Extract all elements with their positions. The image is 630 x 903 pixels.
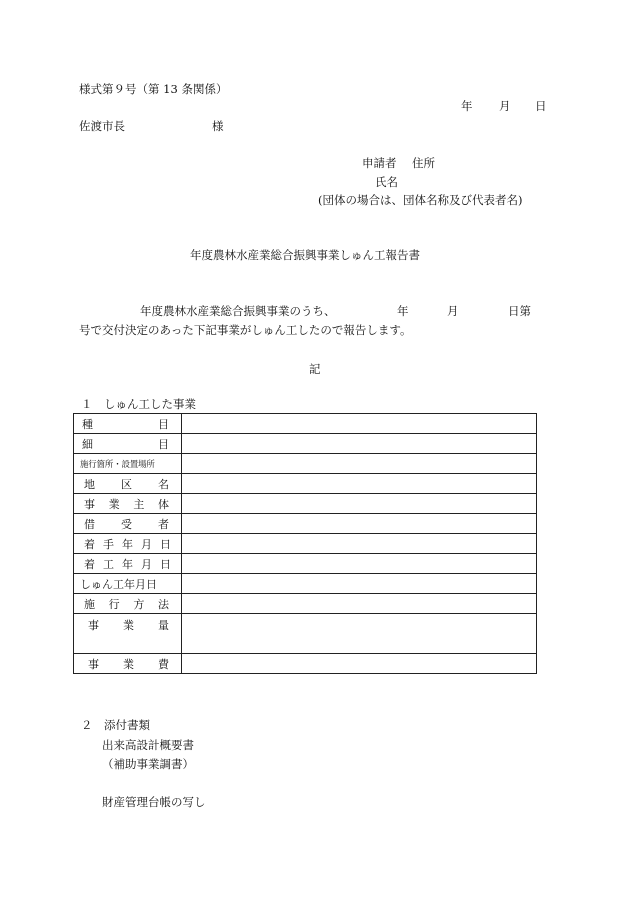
row-value-district[interactable] [182,474,537,494]
name-label: 氏名 [375,175,398,189]
project-table [73,413,537,674]
section1-heading: １ しゅん工した事業 [81,397,196,411]
table-row [74,574,537,594]
row-value-construction-date[interactable] [182,554,537,574]
table-row [74,614,537,654]
row-label-district: 地 区 名 [74,474,182,494]
attachment-item-1-note: （補助事業調書） [102,757,194,771]
row-label-saimoku: 細 目 [74,434,182,454]
section2-heading: ２ 添付書類 [81,718,150,732]
row-value-completion-date[interactable] [182,574,537,594]
table-row [74,514,537,534]
row-label-method: 施 行 方 法 [74,594,182,614]
row-value-location[interactable] [182,454,537,474]
table-row [74,414,537,434]
table-row [74,654,537,674]
row-value-cost[interactable] [182,654,537,674]
date-year-label: 年 [461,99,473,113]
row-value-method[interactable] [182,594,537,614]
row-value-saimoku[interactable] [182,434,537,454]
body-day-label: 日第 [508,304,531,318]
row-value-operator[interactable] [182,494,537,514]
applicant-label: 申請者 [362,156,397,170]
row-label-location: 施行箇所・設置場所 [74,454,182,474]
address-label: 住所 [412,156,435,170]
row-value-shumoku[interactable] [182,414,537,434]
row-label-operator: 事 業 主 体 [74,494,182,514]
row-value-start-date[interactable] [182,534,537,554]
table-row [74,454,537,474]
row-label-shumoku: 種 目 [74,414,182,434]
table-row [74,554,537,574]
addressee: 佐渡市長 [79,119,125,133]
row-label-completion-date: しゅん工年月日 [74,574,182,594]
ki-marker: 記 [309,362,321,376]
table-row [74,494,537,514]
table-row [74,534,537,554]
form-number: 様式第９号（第 13 条関係） [79,82,228,96]
row-label-construction-date: 着 工 年 月 日 [74,554,182,574]
body-line2-text: 号で交付決定のあった下記事業がしゅん工したので報告します。 [79,323,412,337]
table-row [74,594,537,614]
attachment-item-2: 財産管理台帳の写し [102,795,206,809]
row-label-cost: 事 業 費 [74,654,182,674]
body-year-label: 年 [397,304,409,318]
body-month-label: 月 [447,304,459,318]
row-label-quantity: 事 業 量 [74,614,182,654]
date-day-label: 日 [535,99,547,113]
row-label-start-date: 着 手 年 月 日 [74,534,182,554]
body-line1-text: 年度農林水産業総合振興事業のうち、 [140,304,336,318]
group-note: (団体の場合は、団体名称及び代表者名) [318,193,523,207]
row-value-quantity[interactable] [182,614,537,654]
honorific: 様 [212,119,224,133]
document-title: 年度農林水産業総合振興事業しゅん工報告書 [190,248,420,262]
table-row [74,434,537,454]
table-row [74,474,537,494]
date-month-label: 月 [499,99,511,113]
row-label-borrower: 借 受 者 [74,514,182,534]
row-value-borrower[interactable] [182,514,537,534]
attachment-item-1: 出来高設計概要書 [102,738,194,752]
